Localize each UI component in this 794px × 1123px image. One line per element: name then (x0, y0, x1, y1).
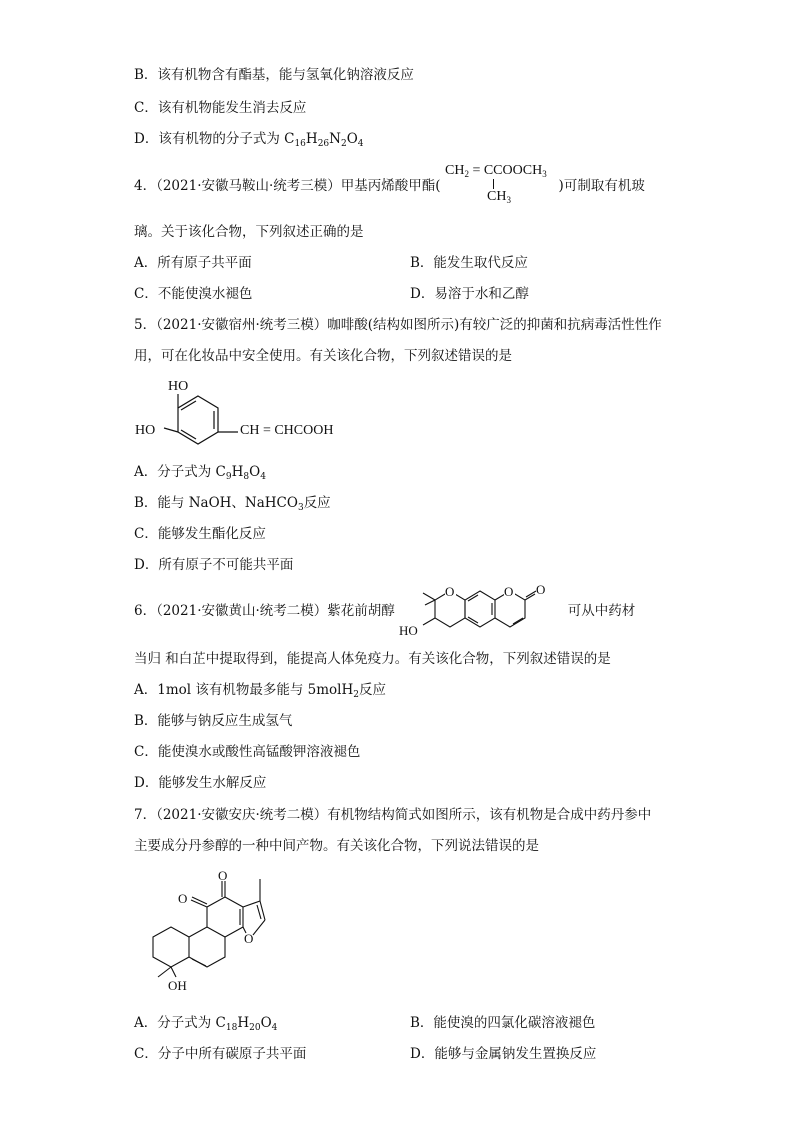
q3-option-d: D．该有机物的分子式为 $C_{16}H_{26}N_2O_4$ (134, 131, 364, 149)
q5-stem: 5．（2021·安徽宿州·统考三模）咖啡酸(结构如图所示)有较广泛的抑菌和抗病毒活性性作 (134, 317, 662, 333)
q4-option-a: A．所有原子共平面 (134, 255, 252, 271)
q6-stem-line2: 当归 和白芷中提取得到，能提高人体免疫力。有关该化合物，下列叙述错误的是 (134, 651, 611, 667)
q6-structure (395, 583, 575, 643)
q5-option-c: C．能够发生酯化反应 (134, 526, 266, 542)
q7-option-c: C．分子中所有碳原子共平面 (134, 1046, 307, 1062)
q4-stem-line2: 璃。关于该化合物，下列叙述正确的是 (134, 224, 364, 240)
q6-struct-ho: HO (399, 623, 418, 638)
q5-option-d: D．所有原子不可能共平面 (134, 557, 294, 573)
q3-option-c: C．该有机物能发生消去反应 (134, 100, 307, 116)
q6-option-a: A．1mol 该有机物最多能与 5molH$_2$反应 (134, 682, 387, 700)
q7-option-a: A．分子式为 $C_{18}H_{20}O_4$ (134, 1015, 278, 1033)
q7-stem: 7．（2021·安徽安庆·统考二模）有机物结构简式如图所示，该有机物是合成中药丹参中 (134, 807, 652, 823)
q5-option-b: B．能与 NaOH、NaHCO$_3$反应 (134, 495, 331, 513)
q6-stem: 6．（2021·安徽黄山·统考二模）紫花前胡醇 可从中药材 (134, 603, 636, 619)
q5-caffeic-acid-structure (130, 372, 370, 452)
q5-struct-ho-top: HO (168, 379, 189, 394)
q4-option-d: D．易溶于水和乙醇 (410, 286, 529, 302)
q5-struct-chain: CH = CHCOOH (240, 423, 334, 438)
q4-stem: 4．（2021·安徽马鞍山·统考三模）甲基丙烯酸甲酯( )可制取有机玻 (134, 178, 645, 194)
q3-option-b: B．该有机物含有酯基，能与氢氧化钠溶液反应 (134, 67, 414, 83)
q4-option-b: B．能发生取代反应 (410, 255, 528, 271)
q6-option-c: C．能使溴水或酸性高锰酸钾溶液褪色 (134, 744, 361, 760)
q7-stem-line2: 主要成分丹参醇的一种中间产物。有关该化合物，下列说法错误的是 (134, 838, 539, 854)
q6-struct-o-lactone: O (504, 584, 514, 599)
q6-option-b: B．能够与钠反应生成氢气 (134, 713, 293, 729)
q5-stem-line2: 用，可在化妆品中安全使用。有关该化合物，下列叙述错误的是 (134, 348, 512, 364)
q7-structure (128, 865, 288, 1000)
q7-struct-o-furan: O (244, 931, 254, 946)
q4-option-c: C．不能使溴水褪色 (134, 286, 253, 302)
q7-option-b: B．能使溴的四氯化碳溶液褪色 (410, 1015, 596, 1031)
q4-structure-formula: $CH_2$ = $CCOOCH_3$ $CH_3$ (445, 163, 547, 205)
q6-option-d: D．能够发生水解反应 (134, 775, 267, 791)
q7-option-d: D．能够与金属钠发生置换反应 (410, 1046, 597, 1062)
q5-struct-ho-left: HO (135, 423, 156, 438)
q7-struct-oh: OH (168, 978, 187, 993)
q6-struct-o-pyran: O (445, 584, 455, 599)
q7-struct-o-left: O (178, 891, 188, 906)
q5-option-a: A．分子式为 $C_9H_8O_4$ (134, 464, 266, 482)
q6-struct-o-carbonyl: O (536, 583, 546, 597)
q7-struct-o-top: O (218, 868, 228, 883)
